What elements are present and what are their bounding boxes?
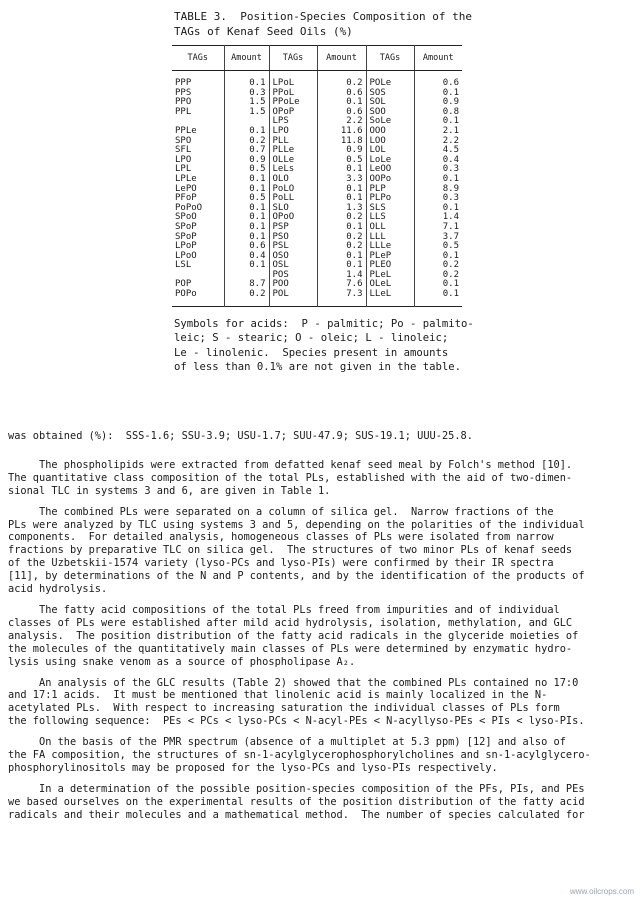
body-text bbox=[8, 430, 634, 830]
tag-composition-table bbox=[172, 45, 462, 307]
table-cell: SOL bbox=[369, 97, 386, 108]
col1-amounts-cell bbox=[224, 71, 269, 307]
text-line: analysis. The position distribution of the fatty acid radicals in the glyceride moieties of bbox=[8, 629, 579, 642]
table-cell: PPL bbox=[175, 106, 192, 117]
table-cell: OLLe bbox=[272, 154, 295, 165]
table-cell: OLeL bbox=[369, 279, 392, 290]
table-cell: LoLe bbox=[369, 154, 392, 165]
table-cell: PLLe bbox=[272, 145, 295, 156]
table-cell: LOL bbox=[369, 145, 386, 156]
table-3 bbox=[172, 9, 472, 375]
table-cell: LPoO bbox=[175, 250, 197, 261]
table-cell: 0.9 bbox=[249, 154, 266, 165]
table-cell: 0.1 bbox=[442, 116, 459, 127]
table-cell: 0.1 bbox=[442, 279, 459, 290]
paragraph bbox=[8, 736, 634, 775]
table-cell: 0.9 bbox=[442, 97, 459, 108]
header-cell: TAGs bbox=[366, 46, 414, 71]
table-cell: 0.1 bbox=[346, 250, 363, 261]
caption-line-2: TAGs of Kenaf Seed Oils (%) bbox=[174, 25, 353, 38]
text-line: radicals and their molecules and a mathematical method. The number of species calculated for bbox=[8, 808, 585, 821]
table-cell: 1.5 bbox=[249, 97, 266, 108]
col3-tags-cell bbox=[366, 71, 414, 307]
table-cell: 0.1 bbox=[442, 202, 459, 213]
paragraph bbox=[8, 459, 634, 498]
table-cell: 0.9 bbox=[346, 145, 363, 156]
text-line: On the basis of the PMR spectrum (absence of a multiplet at 5.3 ppm) [12] and also of bbox=[8, 736, 566, 749]
text-line: acetylated PLs. With respect to increasing saturation the individual classes of PLs form bbox=[8, 702, 560, 715]
text-line: the molecules of the quantitatively main classes of PLs were determined by enzymatic hydro- bbox=[8, 642, 573, 655]
table-cell: 3.7 bbox=[442, 231, 459, 242]
table-cell: 0.6 bbox=[249, 241, 266, 252]
table-cell: SPoP bbox=[175, 231, 197, 242]
table-cell: OLL bbox=[369, 221, 386, 232]
table-cell: 0.1 bbox=[346, 183, 363, 194]
table-cell: SLS bbox=[369, 202, 386, 213]
table-cell: PLeP bbox=[369, 250, 392, 261]
table-cell: 0.2 bbox=[346, 212, 363, 223]
table-cell: 0.1 bbox=[442, 87, 459, 98]
text-line: fractions by preparative TLC on silica gel. The structures of two minor PLs of kenaf seeds bbox=[8, 544, 573, 557]
table-cell: 0.3 bbox=[249, 87, 266, 98]
text-line: and 17:1 acids. It must be mentioned that linolenic acid is mainly localized in the N- bbox=[8, 689, 548, 702]
paragraph bbox=[8, 430, 634, 443]
table-cell: 0.1 bbox=[249, 183, 266, 194]
table-cell: 1.5 bbox=[249, 106, 266, 117]
table-cell: LLL bbox=[369, 231, 386, 242]
table-cell: SPO bbox=[175, 135, 192, 146]
table-cell: LPL bbox=[175, 164, 192, 175]
table-cell: SOO bbox=[369, 106, 386, 117]
table-cell: PPO bbox=[175, 97, 192, 108]
table-cell: 0.1 bbox=[442, 173, 459, 184]
text-line: [11], by determinations of the N and P contents, and by the identification of the products of bbox=[8, 570, 585, 583]
text-line: we based ourselves on the experimental results of the position distribution of the fatty acid bbox=[8, 795, 585, 808]
paragraph bbox=[8, 604, 634, 669]
text-line: phosphorylinositols may be proposed for the lyso-PCs and lyso-PIs respectively. bbox=[8, 761, 498, 774]
text-line: The fatty acid compositions of the total PLs freed from impurities and of individual bbox=[8, 603, 560, 616]
table-cell: PPLe bbox=[175, 125, 197, 136]
text-line: lysis using snake venom as a source of phospholipase A₂. bbox=[8, 655, 356, 668]
table-cell: 7.1 bbox=[442, 221, 459, 232]
table-body-row bbox=[172, 71, 462, 307]
table-cell: LPoP bbox=[175, 241, 197, 252]
table-cell: LLLe bbox=[369, 241, 392, 252]
table-cell: 0.1 bbox=[249, 173, 266, 184]
table-footnote bbox=[174, 317, 472, 375]
table-cell: PSO bbox=[272, 231, 289, 242]
table-cell: 0.8 bbox=[442, 106, 459, 117]
table-cell: PLL bbox=[272, 135, 289, 146]
table-cell: 0.1 bbox=[249, 125, 266, 136]
header-cell: Amount bbox=[317, 46, 366, 71]
header-cell: TAGs bbox=[172, 46, 224, 71]
table-cell: 0.1 bbox=[249, 78, 266, 88]
table-cell: 7.3 bbox=[346, 289, 363, 300]
table-cell: 0.2 bbox=[346, 78, 363, 88]
table-cell: SFL bbox=[175, 145, 192, 156]
table-cell: SOS bbox=[369, 87, 386, 98]
table-cell: PPS bbox=[175, 87, 192, 98]
table-cell: POO bbox=[272, 279, 289, 290]
col2-amounts-cell bbox=[317, 71, 366, 307]
table-cell: 2.2 bbox=[442, 135, 459, 146]
table-cell: 0.2 bbox=[442, 260, 459, 271]
table-cell: 0.3 bbox=[442, 193, 459, 204]
table-cell: 8.7 bbox=[249, 279, 266, 290]
table-cell: PoPoO bbox=[175, 202, 203, 213]
text-line: sional TLC in systems 3 and 6, are given in Table 1. bbox=[8, 484, 331, 497]
header-cell: TAGs bbox=[269, 46, 317, 71]
caption-line-1: TABLE 3. Position-Species Composition of the bbox=[174, 10, 473, 23]
table-cell: POPo bbox=[175, 289, 197, 300]
table-cell: LLS bbox=[369, 212, 386, 223]
table-cell: POP bbox=[175, 279, 192, 290]
text-line: was obtained (%): SSS-1.6; SSU-3.9; USU-1.7; SUU-47.9; SUS-19.1; UUU-25.8. bbox=[8, 430, 473, 442]
table-cell: POLe bbox=[369, 78, 392, 88]
table-cell: POL bbox=[272, 289, 289, 300]
text-line: The combined PLs were separated on a column of silica gel. Narrow fractions of the bbox=[8, 505, 554, 518]
table-cell: PLPo bbox=[369, 193, 392, 204]
table-cell: LPoL bbox=[272, 78, 295, 88]
table-cell: PoLO bbox=[272, 183, 295, 194]
col3-amounts-cell bbox=[414, 71, 462, 307]
table-cell: LOO bbox=[369, 135, 386, 146]
table-cell: PSL bbox=[272, 241, 289, 252]
footnote-line: leic; S - stearic; O - oleic; L - linoleic; bbox=[174, 332, 449, 345]
text-line: the following sequence: PEs < PCs < lyso-PCs < N-acyl-PEs < N-acyllyso-PEs < PIs < lyso-PIs. bbox=[8, 715, 585, 728]
table-cell: 0.7 bbox=[249, 145, 266, 156]
paragraph bbox=[8, 677, 634, 729]
table-cell: 11.8 bbox=[340, 135, 363, 146]
table-cell: SoLe bbox=[369, 116, 392, 127]
text-line: The phospholipids were extracted from defatted kenaf seed meal by Folch's method [10]. bbox=[8, 458, 573, 471]
table-cell: OPoP bbox=[272, 106, 295, 117]
table-cell: PLP bbox=[369, 183, 386, 194]
table-cell: SPoO bbox=[175, 212, 197, 223]
col2-tags-cell bbox=[269, 71, 317, 307]
table-cell: PLEO bbox=[369, 260, 392, 271]
table-cell: OLO bbox=[272, 173, 289, 184]
table-cell: 0.2 bbox=[346, 231, 363, 242]
table-cell: 0.4 bbox=[249, 250, 266, 261]
footnote-line: Symbols for acids: P - palmitic; Po - palmito- bbox=[174, 317, 474, 330]
header-cell: Amount bbox=[224, 46, 269, 71]
table-cell: SLO bbox=[272, 202, 289, 213]
footnote-line: of less than 0.1% are not given in the table. bbox=[174, 361, 462, 374]
table-cell: OSL bbox=[272, 260, 289, 271]
table-cell: PSP bbox=[272, 221, 289, 232]
table-cell: 1.3 bbox=[346, 202, 363, 213]
text-line: In a determination of the possible position-species composition of the PFs, PIs, and PEs bbox=[8, 782, 585, 795]
table-cell: 0.1 bbox=[346, 260, 363, 271]
table-cell: 0.1 bbox=[249, 221, 266, 232]
text-line: PLs were analyzed by TLC using systems 3 and 5, depending on the polarities of the individual bbox=[8, 518, 585, 531]
table-cell: 0.1 bbox=[346, 97, 363, 108]
table-cell: 0.1 bbox=[346, 164, 363, 175]
paragraph bbox=[8, 506, 634, 596]
table-cell: 0.6 bbox=[442, 78, 459, 88]
table-cell: 0.5 bbox=[249, 164, 266, 175]
paragraph bbox=[8, 783, 634, 822]
table-cell: PLeL bbox=[369, 269, 392, 280]
table-cell: 0.1 bbox=[249, 260, 266, 271]
table-cell: POS bbox=[272, 269, 289, 280]
table-cell: 3.3 bbox=[346, 173, 363, 184]
table-cell: SPoP bbox=[175, 221, 197, 232]
table-cell: 2.2 bbox=[346, 116, 363, 127]
table-cell: 0.2 bbox=[442, 269, 459, 280]
table-cell: 0.1 bbox=[249, 231, 266, 242]
table-cell: 0.3 bbox=[442, 164, 459, 175]
table-cell: LePO bbox=[175, 183, 197, 194]
table-cell: 0.6 bbox=[346, 106, 363, 117]
table-cell: 4.5 bbox=[442, 145, 459, 156]
table-caption bbox=[174, 9, 472, 39]
table-cell: LLeL bbox=[369, 289, 392, 300]
watermark: www.oilcrops.com bbox=[569, 887, 634, 896]
table-cell: 0.1 bbox=[249, 202, 266, 213]
text-line: components. For detailed analysis, homogeneous classes of PLs were isolated from narrow bbox=[8, 531, 554, 544]
table-cell: OOPo bbox=[369, 173, 392, 184]
table-cell: LPLe bbox=[175, 173, 197, 184]
table-cell: 0.5 bbox=[442, 241, 459, 252]
table-cell: 0.1 bbox=[346, 221, 363, 232]
table-cell: LPO bbox=[272, 125, 289, 136]
table-cell: OSO bbox=[272, 250, 289, 261]
table-cell: 0.5 bbox=[249, 193, 266, 204]
header-cell: Amount bbox=[414, 46, 462, 71]
table-cell: LeLs bbox=[272, 164, 295, 175]
table-cell: 0.1 bbox=[249, 212, 266, 223]
table-cell: 0.2 bbox=[346, 241, 363, 252]
table-cell: 0.1 bbox=[442, 289, 459, 300]
table-cell: PFoP bbox=[175, 193, 197, 204]
text-line: the FA composition, the structures of sn-1-acylglycerophosphorylcholines and sn-1-acylglycero- bbox=[8, 749, 591, 762]
table-cell: LPO bbox=[175, 154, 192, 165]
table-cell: PPoLe bbox=[272, 97, 300, 108]
text-line: The quantitative class composition of the total PLs, established with the aid of two-dimen- bbox=[8, 471, 573, 484]
table-cell: 0.4 bbox=[442, 154, 459, 165]
table-cell: 11.6 bbox=[340, 125, 363, 136]
table-cell: 2.1 bbox=[442, 125, 459, 136]
table-cell: 8.9 bbox=[442, 183, 459, 194]
col1-tags-cell bbox=[172, 71, 224, 307]
table-cell: 1.4 bbox=[346, 269, 363, 280]
table-cell: 0.2 bbox=[249, 289, 266, 300]
text-line: acid hydrolysis. bbox=[8, 583, 108, 596]
table-header-row bbox=[172, 46, 462, 71]
table-cell: LeOO bbox=[369, 164, 392, 175]
text-line: of the Uzbetskii-1574 variety (lyso-PCs and lyso-PIs) were confirmed by their IR spectra bbox=[8, 557, 554, 570]
footnote-line: Le - linolenic. Species present in amounts bbox=[174, 346, 449, 359]
table-cell: PPoL bbox=[272, 87, 295, 98]
table-cell: 0.1 bbox=[442, 250, 459, 261]
table-cell: 0.2 bbox=[249, 135, 266, 146]
text-line: classes of PLs were established after mild acid hydrolysis, isolation, methylation, and GLC bbox=[8, 616, 573, 629]
table-cell: PPP bbox=[175, 78, 192, 88]
table-cell: 0.1 bbox=[346, 193, 363, 204]
table-cell: 7.6 bbox=[346, 279, 363, 290]
table-cell: PoLL bbox=[272, 193, 295, 204]
table-cell: 0.5 bbox=[346, 154, 363, 165]
table-cell: LSL bbox=[175, 260, 192, 271]
table-cell: 0.6 bbox=[346, 87, 363, 98]
table-cell: OOO bbox=[369, 125, 386, 136]
text-line: An analysis of the GLC results (Table 2) showed that the combined PLs contained no 17:0 bbox=[8, 676, 579, 689]
table-cell: OPoO bbox=[272, 212, 295, 223]
table-cell: 1.4 bbox=[442, 212, 459, 223]
table-cell: LPS bbox=[272, 116, 289, 127]
